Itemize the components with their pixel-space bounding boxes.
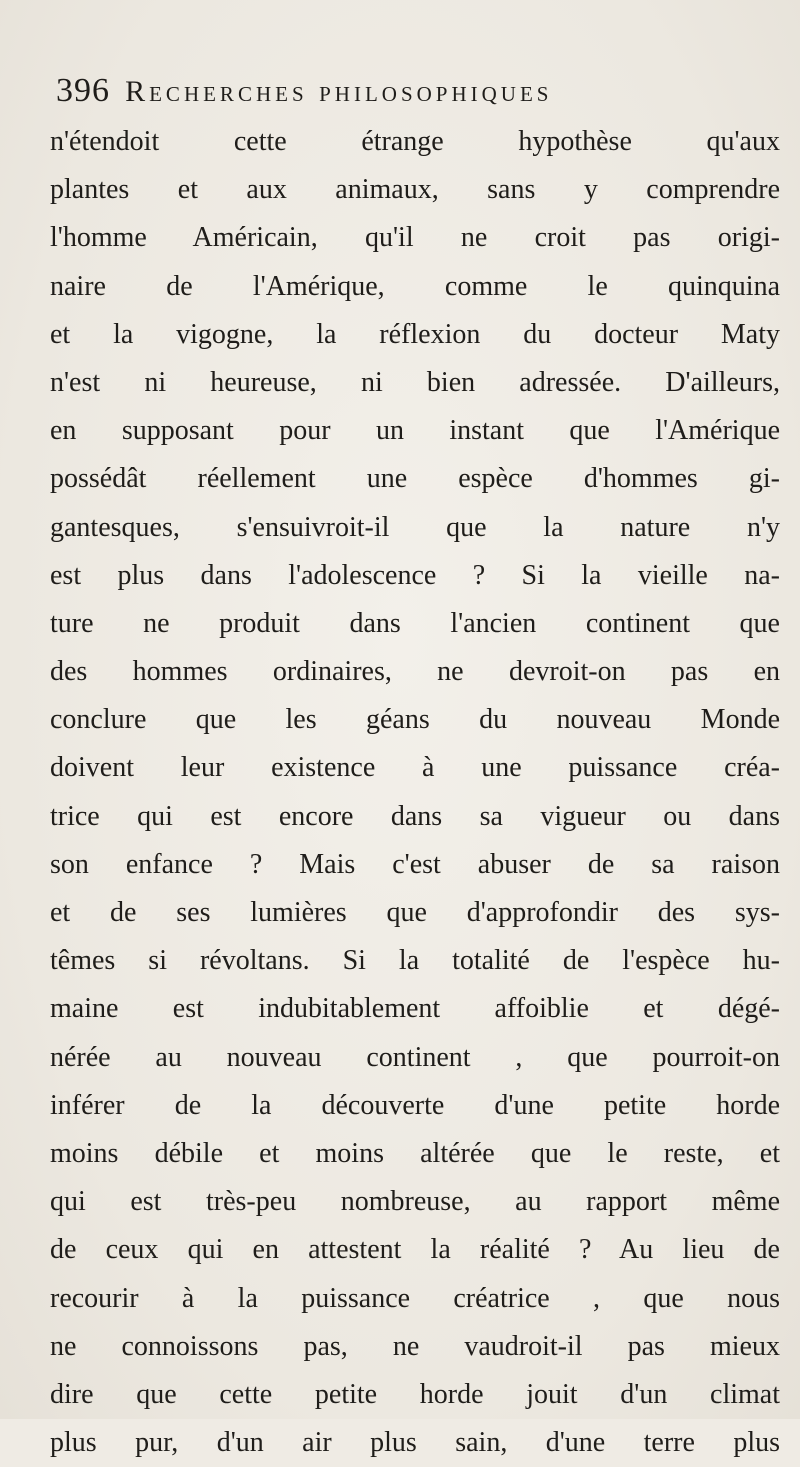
text-line: de ceux qui en attestent la réalité ? Au lieu de	[50, 1234, 780, 1266]
text-line: moins débile et moins altérée que le reste, et	[50, 1137, 780, 1169]
text-line: est plus dans l'adolescence ? Si la vieille na-	[50, 559, 780, 591]
text-line: doivent leur existence à une puissance créa-	[50, 752, 780, 784]
page-header	[56, 72, 776, 122]
text-line: et la vigogne, la réflexion du docteur Maty	[50, 318, 780, 350]
text-line: en supposant pour un instant que l'Amérique	[50, 415, 780, 447]
text-line: têmes si révoltans. Si la totalité de l'espèce hu-	[50, 945, 780, 977]
text-line: recourir à la puissance créatrice , que nous	[50, 1282, 780, 1314]
text-line: gantesques, s'ensuivroit-il que la nature n'y	[50, 511, 780, 543]
text-line: naire de l'Amérique, comme le quinquina	[50, 270, 780, 302]
text-line: son enfance ? Mais c'est abuser de sa raison	[50, 848, 780, 880]
text-line: ne connoissons pas, ne vaudroit-il pas mieux	[50, 1330, 780, 1362]
text-line: ture ne produit dans l'ancien continent que	[50, 607, 780, 639]
text-line: et de ses lumières que d'approfondir des sys-	[50, 897, 780, 928]
text-line: inférer de la découverte d'une petite horde	[50, 1089, 780, 1121]
text-line: possédât réellement une espèce d'hommes gi-	[50, 463, 780, 495]
text-line: dire que cette petite horde jouit d'un climat	[50, 1378, 780, 1410]
body-text	[50, 118, 780, 1467]
text-line: conclure que les géans du nouveau Monde	[50, 704, 780, 736]
running-title: Recherches philosophiques	[125, 75, 553, 108]
text-line: n'est ni heureuse, ni bien adressée. D'ailleurs,	[50, 366, 780, 398]
text-line: l'homme Américain, qu'il ne croit pas origi-	[50, 222, 780, 254]
text-line: n'étendoit cette étrange hypothèse qu'aux	[50, 126, 780, 157]
text-line: maine est indubitablement affoiblie et dégé-	[50, 993, 780, 1025]
text-line: des hommes ordinaires, ne devroit-on pas en	[50, 656, 780, 688]
text-line: plus pur, d'un air plus sain, d'une terre plus	[50, 1427, 780, 1459]
text-line: plantes et aux animaux, sans y comprendre	[50, 174, 780, 206]
text-line: nérée au nouveau continent , que pourroit-on	[50, 1041, 780, 1073]
page-number: 396	[56, 72, 110, 109]
text-line: trice qui est encore dans sa vigueur ou dans	[50, 800, 780, 832]
text-line: qui est très-peu nombreuse, au rapport même	[50, 1186, 780, 1218]
